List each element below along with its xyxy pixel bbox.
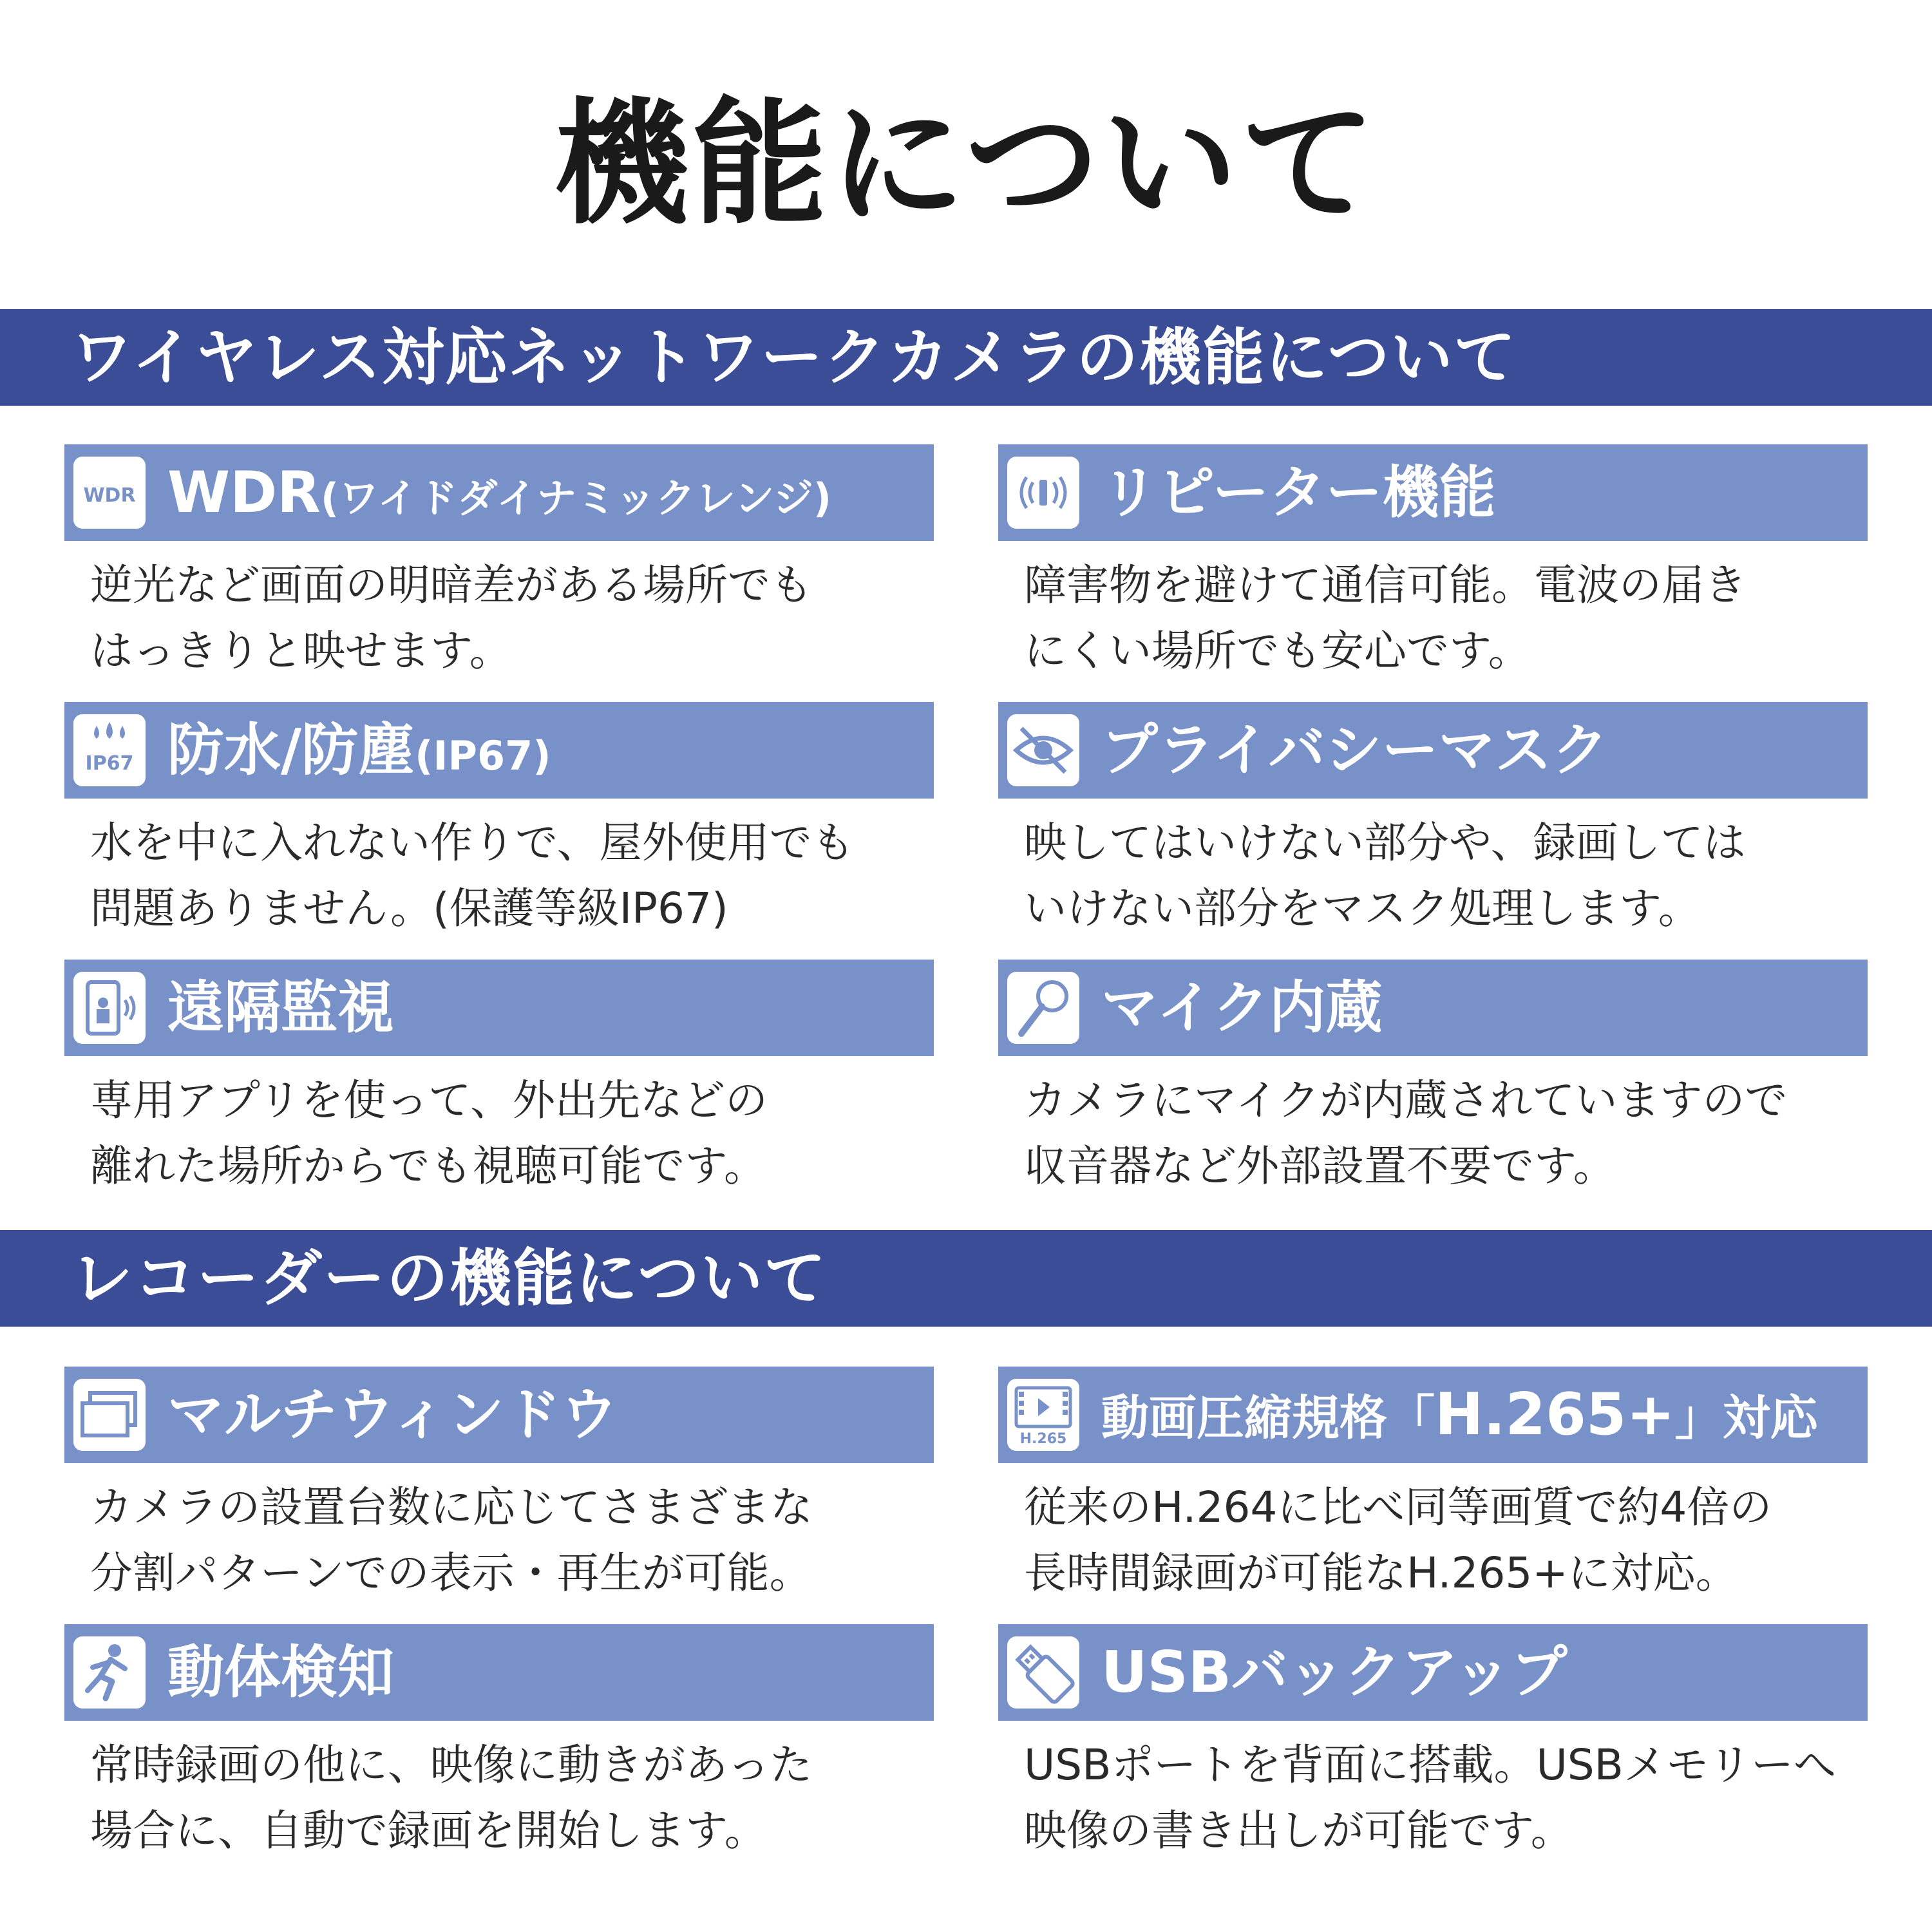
feature-title-sub: (IP67) bbox=[415, 732, 551, 779]
signal-wave-icon bbox=[1007, 457, 1079, 529]
feature-description bbox=[64, 541, 934, 684]
section-header-recorder: レコーダーの機能について bbox=[0, 1230, 1932, 1327]
feature-desc-line: 従来のH.264に比べ同等画質で約4倍の bbox=[1024, 1482, 1772, 1532]
feature-card-privacy-mask bbox=[998, 702, 1868, 942]
feature-desc-line: 映してはいけない部分や、録画しては bbox=[1024, 818, 1746, 867]
feature-card-multi-window bbox=[64, 1367, 934, 1606]
feature-header bbox=[998, 702, 1868, 799]
feature-card-usb-backup bbox=[998, 1624, 1868, 1864]
feature-card-wdr bbox=[64, 444, 934, 684]
feature-title-highlight: H.265+ bbox=[1435, 1381, 1675, 1448]
wdr-icon-label: WDR bbox=[83, 484, 136, 507]
feature-title-post: 」対応 bbox=[1674, 1390, 1818, 1446]
feature-header bbox=[64, 960, 934, 1056]
feature-header bbox=[998, 444, 1868, 541]
section-header-camera: ワイヤレス対応ネットワークカメラの機能について bbox=[0, 309, 1932, 406]
feature-title bbox=[167, 444, 831, 547]
feature-header bbox=[64, 444, 934, 541]
feature-title bbox=[167, 702, 551, 804]
feature-desc-line: 専用アプリを使って、外出先などの bbox=[90, 1075, 768, 1125]
feature-description bbox=[998, 541, 1868, 684]
feature-description bbox=[64, 1056, 934, 1199]
feature-card-repeater bbox=[998, 444, 1868, 684]
feature-desc-line: 水を中に入れない作りで、屋外使用でも bbox=[90, 818, 855, 867]
feature-desc-line: 障害物を避けて通信可能。電波の届き bbox=[1024, 560, 1747, 610]
usb-stick-icon bbox=[1007, 1636, 1079, 1709]
feature-header bbox=[998, 1624, 1868, 1721]
microphone-icon bbox=[1007, 972, 1079, 1044]
feature-card-waterproof bbox=[64, 702, 934, 942]
feature-desc-line: 逆光など画面の明暗差がある場所でも bbox=[90, 560, 813, 610]
ip67-icon-label: IP67 bbox=[85, 752, 134, 775]
feature-description bbox=[64, 799, 934, 942]
feature-title: USBバックアップ bbox=[1101, 1639, 1567, 1705]
feature-description bbox=[64, 1721, 934, 1864]
feature-description bbox=[998, 1463, 1868, 1606]
feature-title: マイク内蔵 bbox=[1101, 974, 1383, 1041]
feature-title: プライバシーマスク bbox=[1101, 717, 1609, 783]
feature-desc-line: にくい場所でも安心です。 bbox=[1024, 626, 1531, 676]
feature-title: リピーター機能 bbox=[1101, 459, 1496, 526]
feature-title-pre: 動画圧縮規格「 bbox=[1101, 1390, 1435, 1446]
feature-title-sub: (ワイドダイナミックレンジ) bbox=[320, 475, 832, 522]
feature-header bbox=[998, 1367, 1868, 1463]
feature-desc-line: 分割パターンでの表示・再生が可能。 bbox=[90, 1548, 812, 1598]
feature-card-remote-monitoring bbox=[64, 960, 934, 1199]
page-title: 機能について bbox=[554, 85, 1378, 243]
feature-desc-line: 離れた場所からでも視聴可能です。 bbox=[90, 1141, 767, 1191]
feature-header bbox=[64, 1367, 934, 1463]
feature-title: マルチウィンドウ bbox=[167, 1381, 618, 1448]
feature-title-main: 防水/防塵 bbox=[167, 717, 415, 783]
feature-desc-line: 常時録画の他に、映像に動きがあった bbox=[90, 1740, 813, 1790]
multi-window-icon bbox=[73, 1379, 146, 1451]
remote-phone-icon bbox=[73, 972, 146, 1044]
video-h265-icon bbox=[1007, 1379, 1079, 1451]
feature-header bbox=[64, 702, 934, 799]
feature-description bbox=[998, 1056, 1868, 1199]
feature-title-main: WDR bbox=[167, 459, 321, 526]
eye-slash-icon bbox=[1007, 714, 1079, 786]
waterproof-icon bbox=[73, 714, 146, 786]
h265-icon-label: H.265 bbox=[1019, 1431, 1067, 1447]
feature-title bbox=[1101, 1367, 1818, 1466]
feature-header bbox=[998, 960, 1868, 1056]
feature-card-motion-detection bbox=[64, 1624, 934, 1864]
feature-desc-line: 収音器など外部設置不要です。 bbox=[1024, 1141, 1616, 1191]
feature-description bbox=[998, 1721, 1868, 1864]
feature-card-microphone bbox=[998, 960, 1868, 1199]
feature-desc-line: 映像の書き出しが可能です。 bbox=[1024, 1806, 1573, 1855]
feature-desc-line: USBポートを背面に搭載。USBメモリーへ bbox=[1024, 1740, 1836, 1790]
feature-desc-line: カメラの設置台数に応じてさまざまな bbox=[90, 1482, 813, 1532]
feature-description bbox=[998, 799, 1868, 942]
feature-desc-line: 問題ありません。(保護等級IP67) bbox=[90, 884, 728, 933]
feature-title: 動体検知 bbox=[167, 1639, 395, 1705]
feature-desc-line: はっきりと映せます。 bbox=[90, 626, 512, 676]
feature-desc-line: カメラにマイクが内蔵されていますので bbox=[1024, 1075, 1788, 1125]
feature-desc-line: 長時間録画が可能なH.265+に対応。 bbox=[1024, 1548, 1738, 1598]
feature-desc-line: いけない部分をマスク処理します。 bbox=[1024, 884, 1701, 933]
wdr-icon bbox=[73, 457, 146, 529]
feature-title: 遠隔監視 bbox=[167, 974, 395, 1041]
feature-description bbox=[64, 1463, 934, 1606]
feature-header bbox=[64, 1624, 934, 1721]
running-person-icon bbox=[73, 1636, 146, 1709]
feature-desc-line: 場合に、自動で録画を開始します。 bbox=[90, 1806, 767, 1855]
feature-card-h265 bbox=[998, 1367, 1868, 1606]
